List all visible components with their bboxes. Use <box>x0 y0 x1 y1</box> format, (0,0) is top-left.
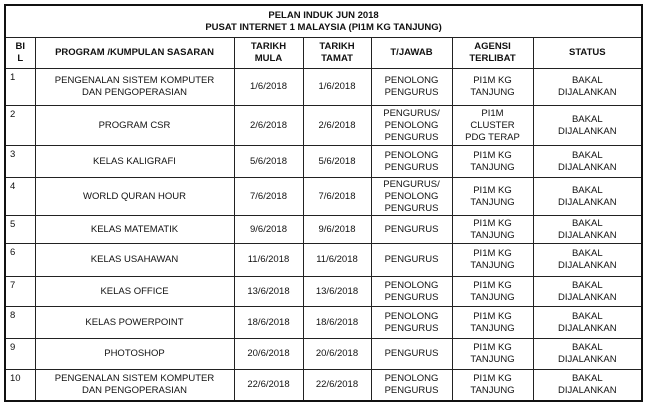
cell-tarikh-mula: 18/6/2018 <box>234 307 303 339</box>
cell-tjawab <box>371 69 452 106</box>
cell-tarikh-mula: 22/6/2018 <box>234 370 303 401</box>
cell-agensi-line: PI1M KG <box>473 217 512 229</box>
cell-agensi-line: TANJUNG <box>470 384 515 396</box>
table-row <box>5 277 642 307</box>
cell-tjawab-line: PENGURUS <box>384 384 439 396</box>
cell-bil: 3 <box>5 146 35 178</box>
cell-tjawab-line: PENOLONG <box>384 190 439 202</box>
cell-agensi-line: PI1M KG <box>473 248 512 259</box>
table-title <box>5 5 642 38</box>
header-program <box>35 38 234 69</box>
cell-status <box>533 69 642 106</box>
header-text: MULA <box>254 53 283 64</box>
cell-tjawab <box>371 146 452 178</box>
cell-status <box>533 244 642 277</box>
cell-agensi <box>452 244 533 277</box>
title-line-2: PUSAT INTERNET 1 MALAYSIA (PI1M KG TANJUNG) <box>205 21 442 33</box>
cell-program <box>35 106 234 146</box>
cell-agensi-line: PI1M KG <box>473 372 512 384</box>
cell-agensi-line: PI1M KG <box>473 310 512 322</box>
cell-status-line: BAKAL <box>571 149 603 161</box>
cell-status-line: BAKAL <box>571 310 603 322</box>
title-line-1: PELAN INDUK JUN 2018 <box>268 9 379 21</box>
cell-agensi-line: PDG TERAP <box>465 131 520 143</box>
table-row <box>5 146 642 178</box>
table-row <box>5 307 642 339</box>
table-row <box>5 244 642 277</box>
header-text: STATUS <box>569 47 606 58</box>
cell-agensi-line: TANJUNG <box>470 161 515 173</box>
cell-tjawab <box>371 106 452 146</box>
cell-tjawab-line: PENGURUS <box>384 131 439 143</box>
cell-agensi <box>452 339 533 370</box>
table-row <box>5 178 642 216</box>
table-row <box>5 69 642 106</box>
cell-status-line: DIJALANKAN <box>557 354 617 365</box>
cell-tjawab-line: PENOLONG <box>384 119 439 131</box>
cell-tjawab <box>371 216 452 244</box>
cell-tjawab-line: PENOLONG <box>384 149 439 161</box>
cell-tjawab <box>371 339 452 370</box>
cell-tjawab <box>371 244 452 277</box>
cell-program-line: KELAS OFFICE <box>100 285 169 297</box>
cell-status-line: DIJALANKAN <box>557 87 617 98</box>
cell-agensi <box>452 69 533 106</box>
table-row <box>5 339 642 370</box>
cell-program <box>35 277 234 307</box>
cell-agensi-line: TANJUNG <box>470 196 515 208</box>
cell-program <box>35 307 234 339</box>
cell-tarikh-tamat: 13/6/2018 <box>303 277 371 307</box>
header-text: AGENSI <box>474 41 511 52</box>
cell-tjawab-line: PENGURUS/ <box>383 107 440 119</box>
cell-tarikh-mula: 2/6/2018 <box>234 106 303 146</box>
header-bil <box>5 38 35 69</box>
cell-tarikh-mula: 5/6/2018 <box>234 146 303 178</box>
header-text: BI <box>15 41 25 52</box>
cell-status-line: DIJALANKAN <box>557 322 617 334</box>
cell-bil: 7 <box>5 277 35 307</box>
header-text: TARIKH <box>250 41 287 52</box>
cell-program <box>35 370 234 401</box>
cell-agensi-line: CLUSTER <box>470 119 515 131</box>
cell-tjawab-line: PENOLONG <box>384 75 439 86</box>
header-agensi <box>452 38 533 69</box>
cell-bil: 1 <box>5 69 35 106</box>
cell-tarikh-mula: 13/6/2018 <box>234 277 303 307</box>
cell-agensi-line: PI1M KG <box>473 279 512 291</box>
cell-program <box>35 216 234 244</box>
cell-status <box>533 370 642 401</box>
cell-status <box>533 277 642 307</box>
cell-tjawab-line: PENGURUS <box>384 87 439 98</box>
cell-bil: 8 <box>5 307 35 339</box>
table-row <box>5 370 642 401</box>
cell-status-line: BAKAL <box>571 113 603 125</box>
cell-tarikh-tamat: 1/6/2018 <box>303 69 371 106</box>
table-body <box>5 69 642 401</box>
cell-agensi-line: PI1M <box>481 107 504 119</box>
cell-program-line: PENGENALAN SISTEM KOMPUTER <box>54 372 215 384</box>
cell-agensi <box>452 277 533 307</box>
header-text: TERLIBAT <box>469 53 516 64</box>
cell-program-line: PENGENALAN SISTEM KOMPUTER <box>54 75 215 86</box>
cell-status-line: DIJALANKAN <box>557 125 617 137</box>
cell-tarikh-tamat: 20/6/2018 <box>303 339 371 370</box>
cell-program <box>35 244 234 277</box>
cell-tjawab-line: PENGURUS <box>384 161 439 173</box>
cell-program-line: PHOTOSHOP <box>104 348 165 359</box>
cell-agensi-line: TANJUNG <box>470 322 515 334</box>
cell-agensi-line: PI1M KG <box>473 75 512 86</box>
cell-tjawab-line: PENGURUS <box>384 291 439 303</box>
cell-agensi-line: TANJUNG <box>470 291 515 303</box>
cell-agensi <box>452 146 533 178</box>
cell-status <box>533 106 642 146</box>
cell-status-line: DIJALANKAN <box>557 291 617 303</box>
cell-status-line: BAKAL <box>571 75 603 86</box>
cell-program <box>35 146 234 178</box>
cell-program-line: KELAS KALIGRAFI <box>93 155 176 167</box>
cell-status-line: BAKAL <box>571 279 603 291</box>
cell-status <box>533 307 642 339</box>
cell-program-line: DAN PENGOPERASIAN <box>81 87 188 98</box>
cell-bil: 9 <box>5 339 35 370</box>
cell-program-line: PROGRAM CSR <box>98 119 171 131</box>
cell-status-line: BAKAL <box>571 248 603 259</box>
cell-status-line: BAKAL <box>571 372 603 384</box>
cell-tarikh-mula: 11/6/2018 <box>234 244 303 277</box>
cell-bil: 10 <box>5 370 35 401</box>
cell-status <box>533 178 642 216</box>
cell-status-line: BAKAL <box>571 342 603 353</box>
cell-status-line: DIJALANKAN <box>557 196 617 208</box>
cell-tarikh-tamat: 11/6/2018 <box>303 244 371 277</box>
cell-bil: 5 <box>5 216 35 244</box>
header-text: PROGRAM /KUMPULAN SASARAN <box>55 47 214 58</box>
cell-tjawab <box>371 277 452 307</box>
table-row <box>5 216 642 244</box>
cell-program-line: KELAS USAHAWAN <box>90 254 179 265</box>
cell-agensi <box>452 106 533 146</box>
cell-agensi-line: TANJUNG <box>470 260 515 271</box>
cell-program-line: KELAS MATEMATIK <box>90 223 179 235</box>
cell-bil: 6 <box>5 244 35 277</box>
cell-agensi-line: PI1M KG <box>473 184 512 196</box>
header-status <box>533 38 642 69</box>
header-text: T/JAWAB <box>390 47 433 58</box>
cell-agensi <box>452 307 533 339</box>
cell-status-line: DIJALANKAN <box>557 260 617 271</box>
cell-tarikh-mula: 7/6/2018 <box>234 178 303 216</box>
cell-tjawab-line: PENGURUS <box>384 348 439 359</box>
cell-tjawab-line: PENOLONG <box>384 310 439 322</box>
cell-agensi-line: TANJUNG <box>470 229 515 241</box>
cell-agensi-line: PI1M KG <box>473 149 512 161</box>
cell-agensi-line: TANJUNG <box>470 87 515 98</box>
cell-status-line: DIJALANKAN <box>557 384 617 396</box>
cell-agensi-line: TANJUNG <box>470 354 515 365</box>
cell-tjawab-line: PENGURUS <box>384 223 439 235</box>
cell-tarikh-mula: 9/6/2018 <box>234 216 303 244</box>
table-row <box>5 106 642 146</box>
plan-table <box>4 4 643 402</box>
cell-program-line: DAN PENGOPERASIAN <box>81 384 188 396</box>
cell-program <box>35 69 234 106</box>
cell-tarikh-mula: 20/6/2018 <box>234 339 303 370</box>
cell-agensi <box>452 216 533 244</box>
header-tarikh-tamat <box>303 38 371 69</box>
cell-tarikh-tamat: 18/6/2018 <box>303 307 371 339</box>
header-text: TAMAT <box>321 53 353 64</box>
cell-tarikh-tamat: 7/6/2018 <box>303 178 371 216</box>
cell-status <box>533 216 642 244</box>
cell-tjawab <box>371 178 452 216</box>
cell-tjawab-line: PENGURUS <box>384 254 439 265</box>
cell-tjawab-line: PENOLONG <box>384 372 439 384</box>
header-text: L <box>17 53 24 64</box>
cell-tjawab-line: PENGURUS/ <box>383 178 440 190</box>
header-row <box>5 38 642 69</box>
cell-tarikh-tamat: 5/6/2018 <box>303 146 371 178</box>
cell-status-line: DIJALANKAN <box>557 161 617 173</box>
cell-bil: 2 <box>5 106 35 146</box>
cell-program-line: KELAS POWERPOINT <box>85 316 184 328</box>
cell-program-line: WORLD QURAN HOUR <box>83 190 186 202</box>
cell-agensi <box>452 370 533 401</box>
cell-status-line: DIJALANKAN <box>557 229 617 241</box>
header-text: TARIKH <box>319 41 355 52</box>
cell-status <box>533 146 642 178</box>
cell-status-line: BAKAL <box>571 217 603 229</box>
cell-tjawab-line: PENOLONG <box>384 279 439 291</box>
cell-status-line: BAKAL <box>571 184 603 196</box>
cell-tarikh-tamat: 9/6/2018 <box>303 216 371 244</box>
cell-program <box>35 178 234 216</box>
cell-agensi-line: PI1M KG <box>473 342 512 353</box>
header-tjawab <box>371 38 452 69</box>
cell-tjawab <box>371 307 452 339</box>
cell-tjawab-line: PENGURUS <box>384 202 439 214</box>
cell-status <box>533 339 642 370</box>
cell-tarikh-tamat: 2/6/2018 <box>303 106 371 146</box>
cell-tjawab <box>371 370 452 401</box>
header-tarikh-mula <box>234 38 303 69</box>
cell-tjawab-line: PENGURUS <box>384 322 439 334</box>
cell-agensi <box>452 178 533 216</box>
cell-program <box>35 339 234 370</box>
cell-tarikh-mula: 1/6/2018 <box>234 69 303 106</box>
cell-tarikh-tamat: 22/6/2018 <box>303 370 371 401</box>
cell-bil: 4 <box>5 178 35 216</box>
